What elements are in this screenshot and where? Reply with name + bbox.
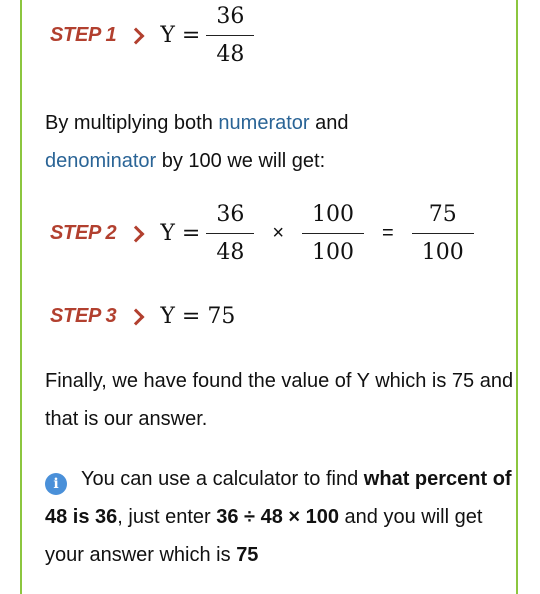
step-2-frac3-numerator: 75 bbox=[428, 202, 457, 227]
step-2-frac3-denominator: 100 bbox=[421, 240, 464, 266]
step-2-frac2-numerator: 100 bbox=[312, 202, 355, 227]
paragraph-text: by 100 we will get: bbox=[156, 150, 326, 172]
tip-text: You can use a calculator to find bbox=[81, 468, 364, 490]
paragraph-text: Finally, we have found the value of Y which is 75 and that is our answer. bbox=[45, 370, 514, 430]
step-2-lhs: Y = bbox=[160, 221, 201, 247]
step-1-numerator: 36 bbox=[216, 4, 245, 29]
tip-bold-question: what percent of 48 is 36 bbox=[45, 468, 512, 528]
calculator-tip bbox=[45, 460, 515, 574]
info-icon: i bbox=[45, 473, 67, 495]
denominator-link[interactable]: denominator bbox=[45, 150, 157, 172]
step-3-expression: Y = 75 bbox=[160, 304, 236, 329]
chevron-right-icon bbox=[128, 308, 145, 325]
step-2-frac1-denominator: 48 bbox=[216, 240, 245, 266]
step-2-label: STEP 2 bbox=[50, 222, 117, 245]
chevron-right-icon bbox=[128, 27, 145, 44]
tip-text: and you will get your answer which is bbox=[45, 506, 483, 566]
times-operator: × bbox=[272, 222, 285, 245]
step-2-fraction-3 bbox=[412, 202, 474, 265]
step-1-lhs: Y = bbox=[160, 23, 201, 49]
tip-text: , just enter bbox=[117, 506, 217, 528]
paragraph-text: By multiplying both bbox=[45, 112, 219, 134]
tip-bold-answer: 75 bbox=[236, 544, 259, 566]
step-2-fraction-1 bbox=[206, 202, 254, 265]
step-2-fraction-2 bbox=[302, 202, 364, 265]
explanation-paragraph bbox=[45, 104, 515, 180]
step-1-row bbox=[50, 4, 260, 67]
chevron-right-icon bbox=[128, 225, 145, 242]
step-1-fraction bbox=[206, 4, 254, 67]
step-1-label: STEP 1 bbox=[50, 24, 117, 47]
solution-card bbox=[20, 0, 518, 594]
numerator-link[interactable]: numerator bbox=[218, 112, 310, 134]
conclusion-paragraph bbox=[45, 362, 515, 438]
paragraph-text: and bbox=[309, 112, 349, 134]
step-2-frac2-denominator: 100 bbox=[312, 240, 355, 266]
step-1-denominator: 48 bbox=[216, 42, 245, 68]
step-3-label: STEP 3 bbox=[50, 305, 117, 327]
step-2-frac1-numerator: 36 bbox=[216, 202, 245, 227]
step-2-row bbox=[50, 202, 480, 265]
step-3-row bbox=[50, 304, 235, 329]
equals-operator: = bbox=[382, 222, 394, 245]
tip-bold-formula: 36 ÷ 48 × 100 bbox=[216, 506, 339, 528]
